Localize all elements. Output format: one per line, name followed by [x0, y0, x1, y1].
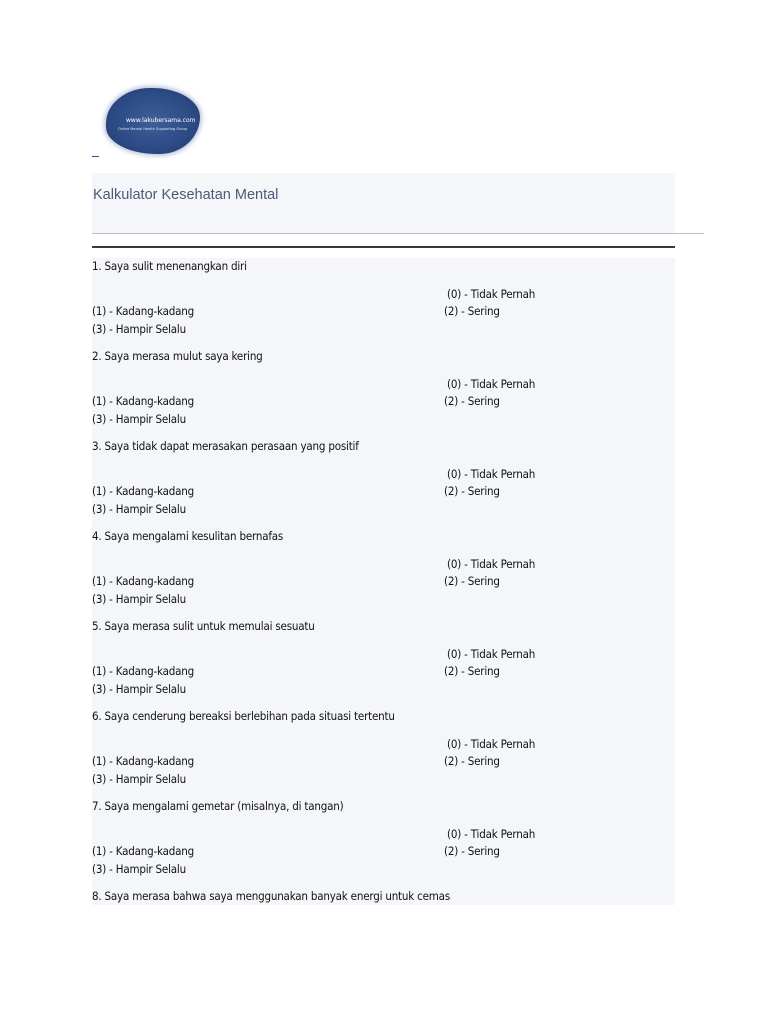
question-text: 4. Saya mengalami kesulitan bernafas: [92, 529, 284, 543]
option-almost-always[interactable]: (3) - Hampir Selalu: [92, 772, 186, 786]
option-never[interactable]: (0) - Tidak Pernah: [447, 737, 536, 751]
option-almost-always[interactable]: (3) - Hampir Selalu: [92, 322, 186, 336]
option-often[interactable]: (2) - Sering: [444, 574, 500, 588]
option-sometimes[interactable]: (1) - Kadang-kadang: [92, 304, 195, 318]
option-often[interactable]: (2) - Sering: [444, 304, 500, 318]
question-item: [92, 888, 675, 905]
option-often[interactable]: (2) - Sering: [444, 394, 500, 408]
divider-thin: [92, 233, 704, 234]
question-text: 1. Saya sulit menenangkan diri: [92, 259, 247, 273]
option-almost-always[interactable]: (3) - Hampir Selalu: [92, 502, 186, 516]
option-often[interactable]: (2) - Sering: [444, 754, 500, 768]
questionnaire: [92, 258, 675, 905]
option-sometimes[interactable]: (1) - Kadang-kadang: [92, 754, 195, 768]
option-sometimes[interactable]: (1) - Kadang-kadang: [92, 664, 195, 678]
question-text: 3. Saya tidak dapat merasakan perasaan yang positif: [92, 439, 359, 453]
option-never[interactable]: (0) - Tidak Pernah: [447, 377, 536, 391]
option-almost-always[interactable]: (3) - Hampir Selalu: [92, 412, 186, 426]
question-item: [92, 708, 675, 798]
option-never[interactable]: (0) - Tidak Pernah: [447, 287, 536, 301]
option-sometimes[interactable]: (1) - Kadang-kadang: [92, 394, 195, 408]
option-sometimes[interactable]: (1) - Kadang-kadang: [92, 574, 195, 588]
option-almost-always[interactable]: (3) - Hampir Selalu: [92, 682, 186, 696]
option-never[interactable]: (0) - Tidak Pernah: [447, 557, 536, 571]
title-panel: [92, 173, 675, 233]
option-almost-always[interactable]: (3) - Hampir Selalu: [92, 862, 186, 876]
question-item: [92, 528, 675, 618]
divider-thick: [92, 246, 675, 248]
option-never[interactable]: (0) - Tidak Pernah: [447, 467, 536, 481]
option-never[interactable]: (0) - Tidak Pernah: [447, 647, 536, 661]
question-item: [92, 438, 675, 528]
site-logo[interactable]: [92, 82, 204, 160]
option-often[interactable]: (2) - Sering: [444, 484, 500, 498]
page-title: Kalkulator Kesehatan Mental: [93, 187, 279, 203]
question-text: 7. Saya mengalami gemetar (misalnya, di tangan): [92, 799, 344, 813]
option-often[interactable]: (2) - Sering: [444, 664, 500, 678]
option-sometimes[interactable]: (1) - Kadang-kadang: [92, 844, 195, 858]
question-item: [92, 618, 675, 708]
option-never[interactable]: (0) - Tidak Pernah: [447, 827, 536, 841]
logo-link-underline[interactable]: [92, 156, 99, 157]
question-text: 5. Saya merasa sulit untuk memulai sesuatu: [92, 619, 315, 633]
option-almost-always[interactable]: (3) - Hampir Selalu: [92, 592, 186, 606]
question-item: [92, 348, 675, 438]
question-text: 2. Saya merasa mulut saya kering: [92, 349, 263, 363]
question-item: [92, 258, 675, 348]
logo-tagline: Online Mental Health Supporting Group: [118, 127, 188, 131]
logo-site-text: www.lakubersama.com: [126, 117, 196, 124]
option-sometimes[interactable]: (1) - Kadang-kadang: [92, 484, 195, 498]
question-text: 8. Saya merasa bahwa saya menggunakan banyak energi untuk cemas: [92, 889, 451, 903]
option-often[interactable]: (2) - Sering: [444, 844, 500, 858]
question-item: [92, 798, 675, 888]
question-text: 6. Saya cenderung bereaksi berlebihan pada situasi tertentu: [92, 709, 395, 723]
